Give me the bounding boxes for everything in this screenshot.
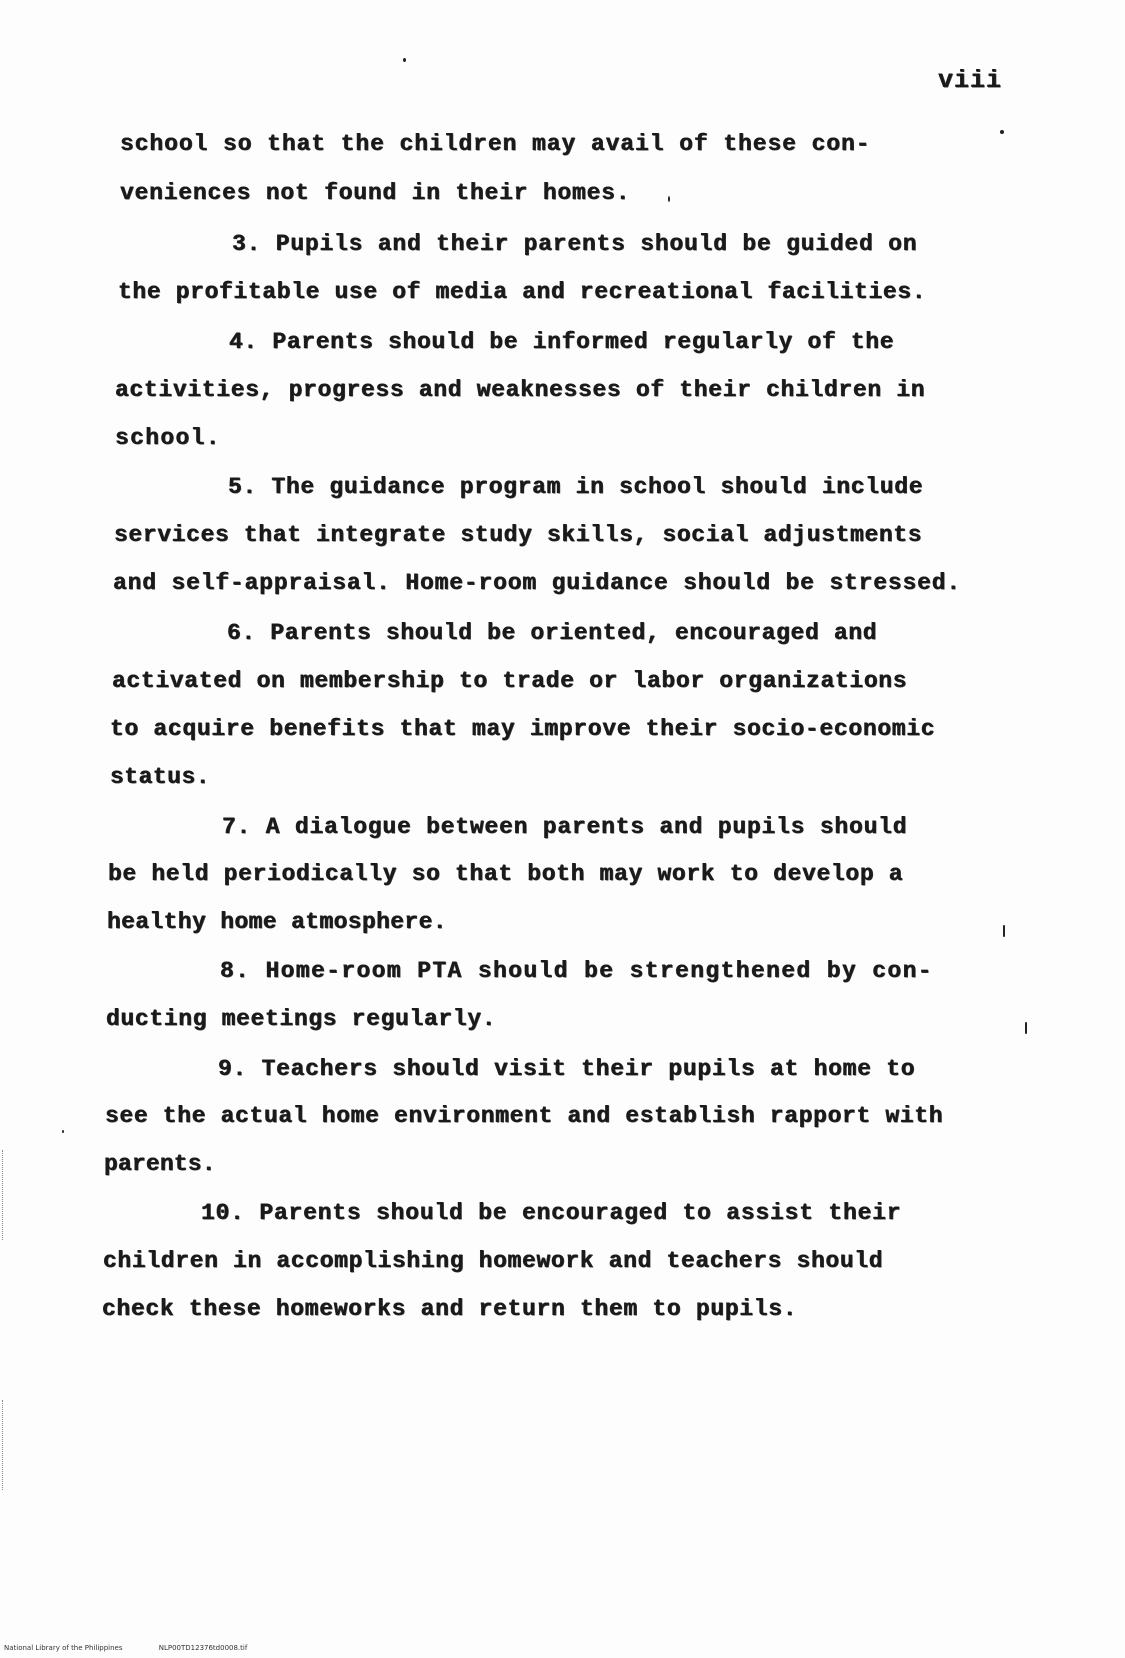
text-line: 6. Parents should be oriented, encouraged and: [227, 620, 878, 646]
scan-speck: [1003, 925, 1005, 937]
scan-speck: [1000, 130, 1004, 134]
text-line: see the actual home environment and establish rapport with: [105, 1103, 944, 1129]
text-line: 9. Teachers should visit their pupils at home to: [218, 1056, 916, 1082]
text-line: 10. Parents should be encouraged to assist their: [201, 1200, 902, 1226]
text-line: 7. A dialogue between parents and pupils should: [222, 814, 908, 840]
text-line: school so that the children may avail of these con-: [120, 131, 871, 157]
text-line: services that integrate study skills, social adjustments: [114, 522, 923, 548]
scan-speck: [403, 58, 406, 62]
text-line: ducting meetings regularly.: [106, 1006, 497, 1032]
text-line: 8. Home-room PTA should be strengthened by con-: [220, 958, 933, 984]
text-line: activities, progress and weaknesses of their children in: [115, 377, 926, 403]
text-line: status.: [110, 764, 211, 790]
scan-edge-dots: [2, 1400, 5, 1490]
text-line: healthy home atmosphere.: [107, 909, 447, 935]
text-line: the profitable use of media and recreational facilities.: [118, 279, 927, 305]
scan-speck: [62, 1130, 64, 1133]
text-line: to acquire benefits that may improve their socio-economic: [110, 716, 936, 742]
footer-library: National Library of the Philippines: [4, 1644, 123, 1652]
text-line: activated on membership to trade or labor organizations: [112, 668, 908, 694]
text-line: 3. Pupils and their parents should be guided on: [232, 231, 918, 257]
text-line: 4. Parents should be informed regularly of the: [229, 329, 895, 355]
scan-speck: [1025, 1022, 1027, 1034]
scan-speck: [668, 196, 670, 202]
text-line: school.: [115, 425, 221, 451]
text-line: veniences not found in their homes.: [120, 180, 631, 206]
footer-filename: NLP00TD12376td0008.tif: [158, 1644, 248, 1652]
scan-footer: [4, 1644, 281, 1652]
text-line: and self-appraisal. Home-room guidance should be stressed.: [113, 570, 961, 596]
text-line: check these homeworks and return them to pupils.: [102, 1296, 798, 1322]
page-number: viii: [938, 66, 1003, 95]
scan-edge-dots: [2, 1150, 5, 1240]
text-line: 5. The guidance program in school should include: [228, 474, 924, 500]
text-line: be held periodically so that both may work to develop a: [108, 861, 904, 887]
text-line: children in accomplishing homework and teachers should: [103, 1248, 884, 1274]
text-line: parents.: [104, 1151, 216, 1177]
